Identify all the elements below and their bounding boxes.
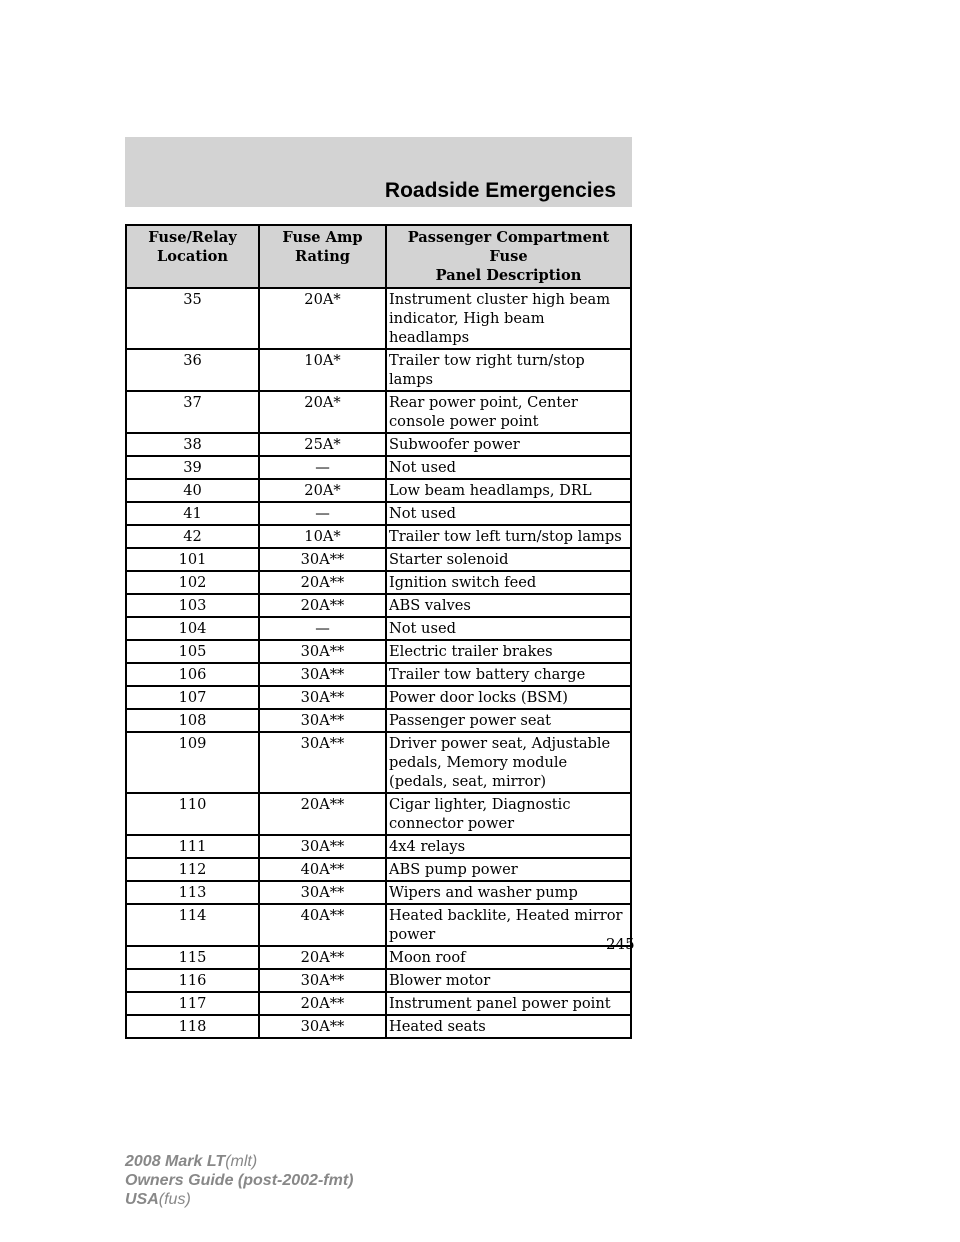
cell-amp-rating: 30A**: [259, 663, 386, 686]
cell-location: 115: [126, 946, 259, 969]
table-row: [126, 288, 631, 349]
cell-description: ABS valves: [386, 594, 631, 617]
table-row: [126, 479, 631, 502]
table-row: [126, 946, 631, 969]
cell-description: Not used: [386, 456, 631, 479]
cell-location: 36: [126, 349, 259, 391]
cell-amp-rating: 25A*: [259, 433, 386, 456]
column-header-amp-rating: Fuse Amp Rating: [259, 225, 386, 288]
page-number: 245: [606, 935, 635, 953]
cell-location: 35: [126, 288, 259, 349]
cell-amp-rating: 30A**: [259, 835, 386, 858]
cell-description: Wipers and washer pump: [386, 881, 631, 904]
cell-location: 111: [126, 835, 259, 858]
cell-amp-rating: 10A*: [259, 349, 386, 391]
cell-description: Moon roof: [386, 946, 631, 969]
cell-location: 109: [126, 732, 259, 793]
cell-amp-rating: 30A**: [259, 548, 386, 571]
table-row: [126, 571, 631, 594]
table-row: [126, 835, 631, 858]
table-row: [126, 456, 631, 479]
cell-amp-rating: 20A*: [259, 479, 386, 502]
cell-location: 37: [126, 391, 259, 433]
cell-amp-rating: 20A*: [259, 391, 386, 433]
cell-location: 102: [126, 571, 259, 594]
cell-location: 41: [126, 502, 259, 525]
cell-amp-rating: 30A**: [259, 640, 386, 663]
cell-location: 117: [126, 992, 259, 1015]
cell-amp-rating: 20A**: [259, 992, 386, 1015]
cell-description: Rear power point, Center console power point: [386, 391, 631, 433]
cell-location: 39: [126, 456, 259, 479]
cell-location: 40: [126, 479, 259, 502]
cell-location: 38: [126, 433, 259, 456]
cell-description: Cigar lighter, Diagnostic connector power: [386, 793, 631, 835]
fuse-table-body: [126, 288, 631, 1038]
cell-description: Subwoofer power: [386, 433, 631, 456]
cell-description: Instrument cluster high beam indicator, High beam headlamps: [386, 288, 631, 349]
table-row: [126, 663, 631, 686]
table-row: [126, 904, 631, 946]
cell-amp-rating: 30A**: [259, 881, 386, 904]
cell-description: Starter solenoid: [386, 548, 631, 571]
cell-location: 113: [126, 881, 259, 904]
cell-location: 101: [126, 548, 259, 571]
cell-amp-rating: 30A**: [259, 969, 386, 992]
table-row: [126, 640, 631, 663]
table-row: [126, 525, 631, 548]
cell-location: 108: [126, 709, 259, 732]
cell-description: Power door locks (BSM): [386, 686, 631, 709]
cell-amp-rating: 20A*: [259, 288, 386, 349]
cell-description: Trailer tow right turn/stop lamps: [386, 349, 631, 391]
cell-location: 110: [126, 793, 259, 835]
cell-location: 114: [126, 904, 259, 946]
cell-amp-rating: 30A**: [259, 709, 386, 732]
cell-description: Heated seats: [386, 1015, 631, 1038]
cell-amp-rating: 10A*: [259, 525, 386, 548]
table-row: [126, 793, 631, 835]
footer-line-2: Owners Guide (post-2002-fmt): [125, 1172, 354, 1189]
cell-description: Trailer tow battery charge: [386, 663, 631, 686]
cell-amp-rating: 20A**: [259, 594, 386, 617]
table-row: [126, 969, 631, 992]
table-header-row: [126, 225, 631, 288]
column-header-location: Fuse/Relay Location: [126, 225, 259, 288]
table-row: [126, 686, 631, 709]
cell-amp-rating: 30A**: [259, 1015, 386, 1038]
table-row: [126, 391, 631, 433]
fuse-table: [125, 224, 632, 1039]
cell-amp-rating: 40A**: [259, 858, 386, 881]
cell-description: Passenger power seat: [386, 709, 631, 732]
table-row: [126, 1015, 631, 1038]
cell-amp-rating: 20A**: [259, 793, 386, 835]
cell-location: 103: [126, 594, 259, 617]
cell-location: 42: [126, 525, 259, 548]
cell-amp-rating: 30A**: [259, 686, 386, 709]
cell-amp-rating: —: [259, 617, 386, 640]
footer-line-1: 2008 Mark LT(mlt): [125, 1153, 258, 1170]
cell-location: 107: [126, 686, 259, 709]
section-title: Roadside Emergencies: [384, 179, 616, 202]
table-row: [126, 349, 631, 391]
cell-amp-rating: —: [259, 456, 386, 479]
table-row: [126, 709, 631, 732]
cell-description: Not used: [386, 502, 631, 525]
cell-description: Heated backlite, Heated mirror power: [386, 904, 631, 946]
cell-location: 106: [126, 663, 259, 686]
cell-location: 104: [126, 617, 259, 640]
cell-location: 112: [126, 858, 259, 881]
table-row: [126, 548, 631, 571]
table-row: [126, 992, 631, 1015]
cell-description: Instrument panel power point: [386, 992, 631, 1015]
table-row: [126, 433, 631, 456]
table-row: [126, 617, 631, 640]
cell-amp-rating: 40A**: [259, 904, 386, 946]
table-row: [126, 858, 631, 881]
cell-description: ABS pump power: [386, 858, 631, 881]
cell-amp-rating: 20A**: [259, 571, 386, 594]
cell-location: 105: [126, 640, 259, 663]
table-row: [126, 502, 631, 525]
table-row: [126, 594, 631, 617]
footer-line-3: USA(fus): [125, 1191, 191, 1208]
section-header-band: [125, 137, 632, 207]
cell-description: Driver power seat, Adjustable pedals, Memory module (pedals, seat, mirror): [386, 732, 631, 793]
cell-description: Low beam headlamps, DRL: [386, 479, 631, 502]
footer: [125, 1152, 353, 1209]
table-row: [126, 732, 631, 793]
cell-location: 118: [126, 1015, 259, 1038]
cell-description: Trailer tow left turn/stop lamps: [386, 525, 631, 548]
table-row: [126, 881, 631, 904]
cell-description: Ignition switch feed: [386, 571, 631, 594]
cell-description: Electric trailer brakes: [386, 640, 631, 663]
cell-description: Not used: [386, 617, 631, 640]
cell-description: Blower motor: [386, 969, 631, 992]
cell-location: 116: [126, 969, 259, 992]
cell-amp-rating: 20A**: [259, 946, 386, 969]
column-header-description: Passenger Compartment Fuse Panel Description: [386, 225, 631, 288]
cell-description: 4x4 relays: [386, 835, 631, 858]
cell-amp-rating: 30A**: [259, 732, 386, 793]
cell-amp-rating: —: [259, 502, 386, 525]
